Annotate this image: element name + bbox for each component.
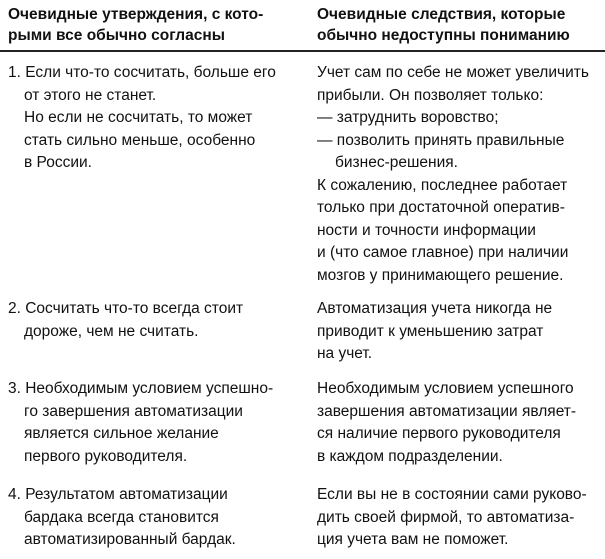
consequence-line: в каждом подразделении. [317, 447, 503, 465]
statement-line: 3. Необходимым условием успешно- [8, 380, 274, 397]
consequence-line: бизнес-решения. [335, 154, 458, 171]
consequence-line: прибыли. Он позволяет только: [317, 86, 544, 104]
header-left [8, 4, 293, 46]
statement-line: является сильное желание [24, 425, 219, 442]
consequence-line: ся наличие первого руководителя [317, 425, 561, 442]
statement-line: в России. [24, 154, 92, 171]
consequence-line: дить своей фирмой, то автоматиза- [317, 508, 575, 526]
header-right [317, 4, 602, 46]
statement-line: го завершения автоматизации [24, 402, 243, 420]
row-1-consequence [317, 62, 602, 287]
statement-line: от этого не станет. [24, 86, 157, 104]
row-2-statement [8, 298, 300, 343]
consequence-line: и (что самое главное) при наличии [317, 244, 569, 261]
consequence-line: ция учета вам не поможет. [317, 531, 509, 548]
table-header [0, 0, 605, 50]
statement-line: 2. Сосчитать что-то всегда стоит [8, 300, 244, 317]
statement-line: первого руководителя. [24, 447, 188, 465]
statement-line: бардака всегда становится [24, 508, 219, 526]
header-divider [0, 50, 605, 52]
consequence-line: Автоматизация учета никогда не [317, 300, 553, 317]
consequence-line: — затруднить воровство; [317, 109, 499, 126]
consequence-line: завершения автоматизации являет- [317, 402, 577, 420]
statement-line: 4. Результатом автоматизации [8, 486, 228, 503]
consequence-line: — позволить принять правильные [317, 131, 565, 149]
consequence-line: Необходимым условием успешного [317, 380, 574, 397]
consequence-line: Если вы не в состоянии сами руково- [317, 486, 587, 503]
consequence-line: ности и точности информации [317, 221, 536, 239]
statement-line: Но если не сосчитать, то может [24, 109, 253, 126]
statement-line: стать сильно меньше, особенно [24, 131, 256, 149]
consequence-line: только при достаточной оператив- [317, 199, 565, 216]
statement-line: дороже, чем не считать. [24, 322, 199, 340]
statement-line: автоматизированный бардак. [24, 531, 236, 548]
header-left-line: Очевидные утверждения, с кото- [8, 6, 264, 23]
row-3-statement [8, 378, 300, 468]
row-1-statement [8, 62, 300, 175]
consequence-line: приводит к уменьшению затрат [317, 322, 544, 340]
header-left-line: рыми все обычно согласны [8, 27, 225, 44]
row-4-consequence [317, 484, 602, 552]
row-3-consequence [317, 378, 602, 468]
row-4-statement [8, 484, 300, 552]
consequence-line: Учет сам по себе не может увеличить [317, 64, 589, 81]
statement-line: 1. Если что-то сосчитать, больше его [8, 64, 276, 81]
header-right-line: обычно недоступны пониманию [317, 27, 570, 44]
consequence-line: мозгов у принимающего решение. [317, 266, 564, 284]
header-right-line: Очевидные следствия, которые [317, 6, 566, 23]
consequence-line: К сожалению, последнее работает [317, 176, 568, 194]
row-2-consequence [317, 298, 602, 366]
consequence-line: на учет. [317, 345, 373, 362]
